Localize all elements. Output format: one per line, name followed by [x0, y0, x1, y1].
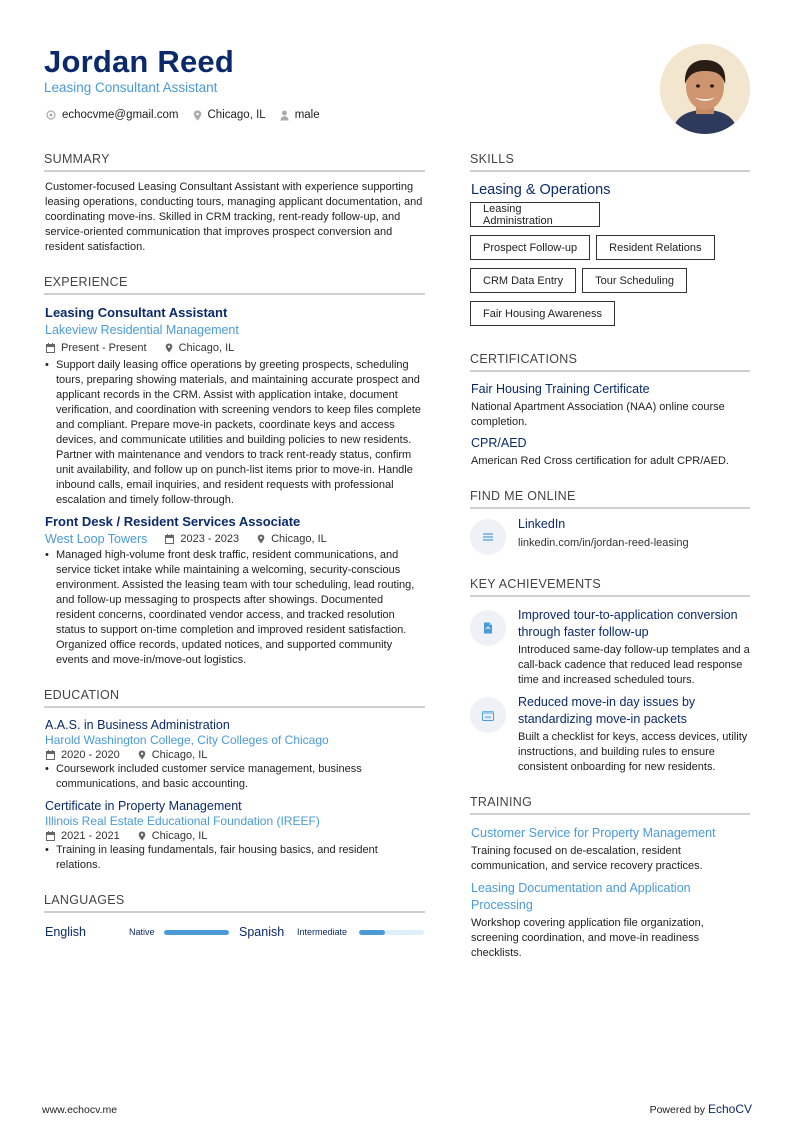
education-bullets: [44, 762, 425, 792]
education-dates: [46, 830, 120, 842]
education-meta: [46, 830, 425, 842]
job-title: Leasing Consultant Assistant: [45, 305, 228, 320]
education-bullet: • Training in leasing fundamentals, fair housing basics, and resident relations.: [44, 843, 425, 873]
location-pin-icon: [138, 750, 146, 760]
education-meta: [46, 749, 425, 761]
calendar-icon: [46, 831, 55, 841]
location-pin-icon: [257, 534, 265, 544]
training-desc: Workshop covering application file organization, screening coordination, and move-in readiness checklists.: [471, 917, 704, 959]
job-entry: [44, 305, 425, 508]
location-text: Chicago, IL: [207, 109, 266, 121]
language-level: Native: [129, 927, 155, 937]
education-institution: Harold Washington College, City Colleges of Chicago: [45, 733, 329, 747]
education-institution: Illinois Real Estate Educational Foundation (IREEF): [45, 814, 320, 828]
achievement-title: Reduced move-in day issues by standardizing move-in packets: [518, 695, 696, 726]
contact-location: [193, 109, 266, 121]
gender-text: male: [294, 109, 320, 121]
training-title: Customer Service for Property Management: [471, 826, 716, 840]
job-bullet: • Support daily leasing office operations by greeting prospects, scheduling tours, preparing showing materials, and maintaining accurate prospect and applicant records in the CRM. Assist with application intake, document verification, and coordination with screening vendors to keep files complete and compliant. Prepare move-in packets, coordinate keys and access devices, and communicate utilities and building policies to new residents. Partner with maintenance and vendors to track rent-ready status, confirm unit availability, and follow up on punch-list items prior to move-in. Handle inbound calls, email inquiries, and resident requests with professional escalation and timely follow-through.: [44, 358, 425, 508]
online-entry[interactable]: [470, 517, 750, 555]
online-heading: FIND ME ONLINE: [470, 489, 750, 509]
education-degree: Certificate in Property Management: [45, 799, 242, 813]
menu-lines-icon: [470, 519, 506, 555]
job-dates-text: Present - Present: [61, 342, 147, 354]
candidate-name: Jordan Reed: [44, 44, 234, 79]
skill-tags: [470, 202, 740, 334]
certifications-heading: CERTIFICATIONS: [470, 352, 750, 372]
job-location: [165, 342, 235, 354]
left-column: [44, 152, 425, 939]
education-entry: [44, 718, 425, 792]
job-meta: [46, 342, 425, 354]
powered-by-label: Powered by: [649, 1104, 706, 1116]
languages-row: [44, 925, 425, 939]
footer-powered-by: [650, 1102, 752, 1116]
education-location: [138, 749, 208, 761]
language-proficiency-fill: [164, 930, 229, 935]
job-bullets: [44, 548, 425, 668]
location-pin-icon: [138, 831, 146, 841]
education-bullets: [44, 843, 425, 873]
calendar-icon: [46, 343, 55, 353]
contact-gender: [280, 109, 320, 121]
achievement-desc: Introduced same-day follow-up templates and a call-back cadence that reduced lead response time and increased scheduled tours.: [518, 644, 750, 686]
skill-tag: Prospect Follow-up: [470, 235, 590, 260]
skills-heading: SKILLS: [470, 152, 750, 172]
footer-website[interactable]: www.echocv.me: [42, 1104, 118, 1116]
right-column: [470, 152, 750, 961]
education-dates: [46, 749, 120, 761]
summary-heading: SUMMARY: [44, 152, 425, 172]
email-text: echocvme@gmail.com: [62, 109, 179, 121]
language-proficiency-fill: [359, 930, 385, 935]
calendar-icon: [470, 697, 506, 733]
job-location: [257, 533, 327, 545]
contact-email[interactable]: [46, 109, 179, 121]
training-title: Leasing Documentation and Application Processing: [471, 881, 691, 912]
education-dates-text: 2020 - 2020: [61, 749, 120, 761]
email-icon: [46, 110, 56, 120]
education-location-text: Chicago, IL: [151, 749, 208, 761]
job-location-text: Chicago, IL: [178, 342, 235, 354]
language-name: English: [45, 925, 86, 939]
calendar-icon: [165, 534, 174, 544]
job-dates-text: 2023 - 2023: [180, 533, 240, 545]
certification-name: Fair Housing Training Certificate: [471, 382, 650, 396]
achievement-desc: Built a checklist for keys, access devices, utility instructions, and building rules to ensure consistent onboarding for new residents.: [518, 731, 748, 773]
skills-category: Leasing & Operations: [471, 182, 611, 198]
contact-row: [46, 109, 334, 121]
job-entry: [44, 514, 425, 668]
job-company: Lakeview Residential Management: [45, 323, 239, 337]
certification-desc: American Red Cross certification for adult CPR/AED.: [471, 455, 729, 467]
certification-name: CPR/AED: [471, 436, 527, 450]
education-location-text: Chicago, IL: [151, 830, 208, 842]
achievements-heading: KEY ACHIEVEMENTS: [470, 577, 750, 597]
skill-tag: Resident Relations: [596, 235, 714, 260]
brand-name[interactable]: EchoCV: [707, 1102, 752, 1116]
calendar-icon: [46, 750, 55, 760]
profile-photo: [660, 44, 750, 134]
person-icon: [280, 110, 289, 121]
language-name: Spanish: [239, 925, 285, 939]
job-meta: [165, 533, 344, 545]
skill-tag: Tour Scheduling: [582, 268, 687, 293]
achievement-title: Improved tour-to-application conversion through faster follow-up: [518, 608, 738, 639]
location-pin-icon: [165, 343, 173, 353]
education-entry: [44, 799, 425, 873]
candidate-role: Leasing Consultant Assistant: [44, 80, 218, 95]
education-heading: EDUCATION: [44, 688, 425, 708]
training-heading: TRAINING: [470, 795, 750, 815]
training-desc: Training focused on de-escalation, resident communication, and service recovery practices.: [471, 845, 703, 872]
education-degree: A.A.S. in Business Administration: [45, 718, 230, 732]
skill-tag: Fair Housing Awareness: [470, 301, 615, 326]
achievement-entry: [470, 607, 750, 688]
education-location: [138, 830, 208, 842]
job-dates: [165, 533, 239, 545]
online-link[interactable]: linkedin.com/in/jordan-reed-leasing: [518, 537, 689, 549]
job-location-text: Chicago, IL: [271, 533, 327, 545]
experience-heading: EXPERIENCE: [44, 275, 425, 295]
location-pin-icon: [193, 110, 202, 121]
education-bullet: • Coursework included customer service management, business communications, and basic accounting.: [44, 762, 425, 792]
job-bullets: [44, 358, 425, 508]
skill-tag: Leasing Administration: [470, 202, 600, 227]
job-dates: [46, 342, 147, 354]
certification-desc: National Apartment Association (NAA) online course completion.: [471, 401, 725, 428]
education-dates-text: 2021 - 2021: [61, 830, 120, 842]
avatar-illustration: [660, 44, 750, 134]
online-name[interactable]: LinkedIn: [518, 517, 566, 531]
language-proficiency-bar: [359, 930, 424, 935]
language-proficiency-bar: [164, 930, 229, 935]
language-level: Intermediate: [297, 927, 348, 937]
summary-text: Customer-focused Leasing Consultant Assistant with experience supporting leasing operations, conducting tours, managing applicant documentation, and coordinating move-ins. Skilled in CRM tracking, rent-ready follow-up, and service-oriented communication that improves prospect conversion and resident satisfaction.: [45, 181, 423, 253]
achievement-entry: [470, 694, 750, 775]
job-company-meta-row: [45, 532, 425, 546]
job-company: West Loop Towers: [45, 532, 148, 546]
job-title: Front Desk / Resident Services Associate: [45, 514, 301, 529]
job-bullet: • Managed high-volume front desk traffic, resident communications, and service ticket intake while maintaining a welcoming, security-conscious environment. Assisted the leasing team with tour scheduling, lead routing, and follow-up messaging to prospects after showings. Documented resident concerns, coordinated vendor access, and tracked resolution status to support on-time completion and improved resident satisfaction. Organized office records, updated notices, and supported community events and move-in/move-out logistics.: [44, 548, 425, 668]
skill-tag: CRM Data Entry: [470, 268, 576, 293]
document-icon: [470, 610, 506, 646]
languages-heading: LANGUAGES: [44, 893, 425, 913]
